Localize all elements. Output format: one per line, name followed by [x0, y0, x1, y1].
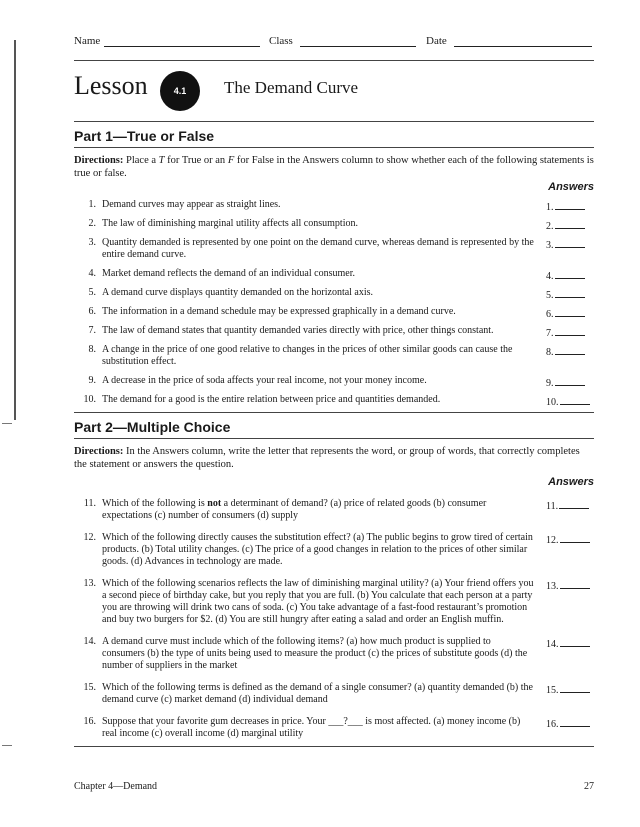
question-item: [74, 344, 594, 368]
answer-blank[interactable]: [546, 532, 594, 547]
name-field[interactable]: [104, 46, 260, 47]
lesson-rule: [74, 121, 594, 122]
part1-directions-label: Directions:: [74, 155, 124, 166]
answer-blank[interactable]: [546, 578, 594, 593]
question-number: 2.: [88, 218, 96, 229]
margin-tick: [2, 423, 12, 424]
question-item: [74, 394, 594, 406]
answer-line[interactable]: [555, 375, 585, 386]
answer-number: 1.: [546, 202, 554, 213]
question-text: Market demand reflects the demand of an individual consumer.: [102, 268, 355, 279]
question-number: 7.: [88, 325, 96, 336]
answer-blank[interactable]: [546, 375, 594, 390]
question-number: 14.: [83, 636, 96, 647]
answer-line[interactable]: [555, 237, 585, 248]
answer-blank[interactable]: [546, 682, 594, 697]
answer-line[interactable]: [555, 344, 585, 355]
answer-line[interactable]: [555, 325, 585, 336]
answer-number: 11.: [546, 501, 559, 512]
question-text: Quantity demanded is represented by one point on the demand curve, whereas demand is represented by the entire demand curve.: [102, 237, 534, 260]
question-text: A demand curve displays quantity demanded on the horizontal axis.: [102, 287, 374, 298]
answer-line[interactable]: [560, 578, 590, 589]
answer-blank[interactable]: [546, 306, 594, 321]
answer-blank[interactable]: [546, 237, 594, 252]
answer-line[interactable]: [555, 199, 585, 210]
answer-line[interactable]: [560, 394, 590, 405]
date-field[interactable]: [454, 46, 592, 47]
question-text: Suppose that your favorite gum decreases in price. Your ___?___ is most affected. (a) money income (b) real income (c) overall income (d) marginal utility: [102, 716, 521, 739]
question-text: The information in a demand schedule may be expressed graphically in a demand curve.: [102, 306, 456, 317]
section-end-rule: [74, 746, 594, 747]
worksheet-page: [74, 32, 594, 747]
question-text: Which of the following directly causes the substitution effect? (a) The public begins to grow tired of certain products. (b) Total utility changes. (c) The price of a good changes in relation to the prices of other similar goods. (d) Advances in technology are made.: [102, 532, 533, 567]
lesson-word: Lesson: [74, 71, 148, 100]
question-item: [74, 306, 594, 318]
answer-blank[interactable]: [546, 325, 594, 340]
question-item: [74, 199, 594, 211]
question-item: [74, 498, 594, 522]
answer-blank[interactable]: [546, 199, 594, 214]
question-text: The demand for a good is the entire relation between price and quantities demanded.: [102, 394, 441, 405]
question-text: A demand curve must include which of the following items? (a) how much product is supplied to consumers (b) the type of units being used to measure the product (c) the prices of substitute goods (d) the number of suppliers in the market: [102, 636, 528, 671]
answer-number: 5.: [546, 290, 554, 301]
question-number: 15.: [83, 682, 96, 693]
question-number: 5.: [88, 287, 96, 298]
answer-number: 10.: [546, 397, 559, 408]
question-number: 11.: [83, 498, 96, 509]
name-class-date-row: [74, 32, 594, 52]
question-item: [74, 682, 594, 706]
answer-blank[interactable]: [546, 716, 594, 731]
page-number: 27: [584, 781, 594, 792]
answer-line[interactable]: [555, 306, 585, 317]
part2-question-list: [74, 498, 594, 747]
part2-heading: Part 2—Multiple Choice: [74, 419, 594, 439]
answer-blank[interactable]: [546, 287, 594, 302]
answer-number: 7.: [546, 328, 554, 339]
answer-number: 8.: [546, 347, 554, 358]
answer-blank[interactable]: [546, 268, 594, 283]
date-label: Date: [426, 35, 447, 47]
question-item: [74, 268, 594, 280]
answer-number: 14.: [546, 639, 559, 650]
name-label: Name: [74, 35, 101, 47]
answer-blank[interactable]: [546, 218, 594, 233]
answer-number: 9.: [546, 378, 554, 389]
answer-number: 2.: [546, 221, 554, 232]
answer-blank[interactable]: [546, 394, 594, 409]
question-text: A change in the price of one good relative to changes in the prices of other similar goods can cause the substitution effect.: [102, 344, 513, 367]
question-item: [74, 287, 594, 299]
question-item: [74, 716, 594, 740]
question-text: The law of diminishing marginal utility affects all consumption.: [102, 218, 358, 229]
part2-directions: Directions: In the Answers column, write the letter that represents the word, or group of words, that correctly completes the statement or answers the question.: [74, 446, 580, 470]
answer-line[interactable]: [555, 268, 585, 279]
question-item: [74, 375, 594, 387]
answer-line[interactable]: [559, 498, 589, 509]
question-item: [74, 325, 594, 337]
class-field[interactable]: [300, 46, 416, 47]
answer-number: 4.: [546, 271, 554, 282]
part1-answers-heading: Answers: [548, 181, 594, 193]
answer-blank[interactable]: [546, 344, 594, 359]
page-footer: [74, 781, 594, 795]
question-text: A decrease in the price of soda affects your real income, not your money income.: [102, 375, 427, 386]
part2-directions-label: Directions:: [74, 446, 124, 457]
part2-answers-heading: Answers: [548, 476, 594, 488]
binder-margin-line: [14, 40, 16, 420]
lesson-header: [74, 61, 594, 113]
part1-heading: Part 1—True or False: [74, 128, 594, 148]
answer-number: 12.: [546, 535, 559, 546]
question-number: 1.: [88, 199, 96, 210]
margin-tick: [2, 745, 12, 746]
answer-line[interactable]: [560, 716, 590, 727]
question-item: [74, 636, 594, 672]
answer-blank[interactable]: [546, 498, 594, 513]
part1-directions: Directions: Place a T for True or an F for False in the Answers column to show whether each of the following statements is true or false.: [74, 155, 594, 179]
section-end-rule: [74, 412, 594, 413]
question-text: Which of the following is not a determinant of demand? (a) price of related goods (b) consumer expectations (c) number of consumers (d) supply: [102, 498, 487, 521]
lesson-number-badge: 4.1: [160, 71, 200, 111]
answer-number: 13.: [546, 581, 559, 592]
question-item: [74, 532, 594, 568]
answer-number: 15.: [546, 685, 559, 696]
question-item: [74, 578, 594, 626]
answer-number: 6.: [546, 309, 554, 320]
part1-question-list: [74, 199, 594, 413]
answer-number: 16.: [546, 719, 559, 730]
question-text: The law of demand states that quantity demanded varies directly with price, other things constant.: [102, 325, 494, 336]
answer-blank[interactable]: [546, 636, 594, 651]
question-number: 10.: [83, 394, 96, 405]
question-text: Which of the following terms is defined as the demand of a single consumer? (a) quantity demanded (b) the demand curve (c) market demand (d) individual demand: [102, 682, 533, 705]
chapter-label: Chapter 4—Demand: [74, 781, 158, 792]
question-item: [74, 218, 594, 230]
answer-line[interactable]: [555, 218, 585, 229]
question-number: 8.: [88, 344, 96, 355]
class-label: Class: [269, 35, 293, 47]
question-number: 16.: [83, 716, 96, 727]
question-item: [74, 237, 594, 261]
question-number: 3.: [88, 237, 96, 248]
answer-line[interactable]: [560, 532, 590, 543]
answer-line[interactable]: [560, 682, 590, 693]
answer-line[interactable]: [560, 636, 590, 647]
question-number: 4.: [88, 268, 96, 279]
lesson-title: The Demand Curve: [224, 78, 359, 97]
question-number: 13.: [83, 578, 96, 589]
question-text: Demand curves may appear as straight lines.: [102, 199, 281, 210]
question-number: 9.: [88, 375, 96, 386]
answer-number: 3.: [546, 240, 554, 251]
answer-line[interactable]: [555, 287, 585, 298]
question-text: Which of the following scenarios reflects the law of diminishing marginal utility? (a) Your friend offers you a second piece of birthday cake, but you reply that you are full. (b) You calculate that each person at a party you are throwing will drink two cans of soda. (c) You take advantage of a fast-food restaurant’s promotion and buy two burgers for $2. (d) You are still hungry after eating a salad and order an English muffin.: [102, 578, 534, 625]
question-number: 6.: [88, 306, 96, 317]
question-number: 12.: [83, 532, 96, 543]
